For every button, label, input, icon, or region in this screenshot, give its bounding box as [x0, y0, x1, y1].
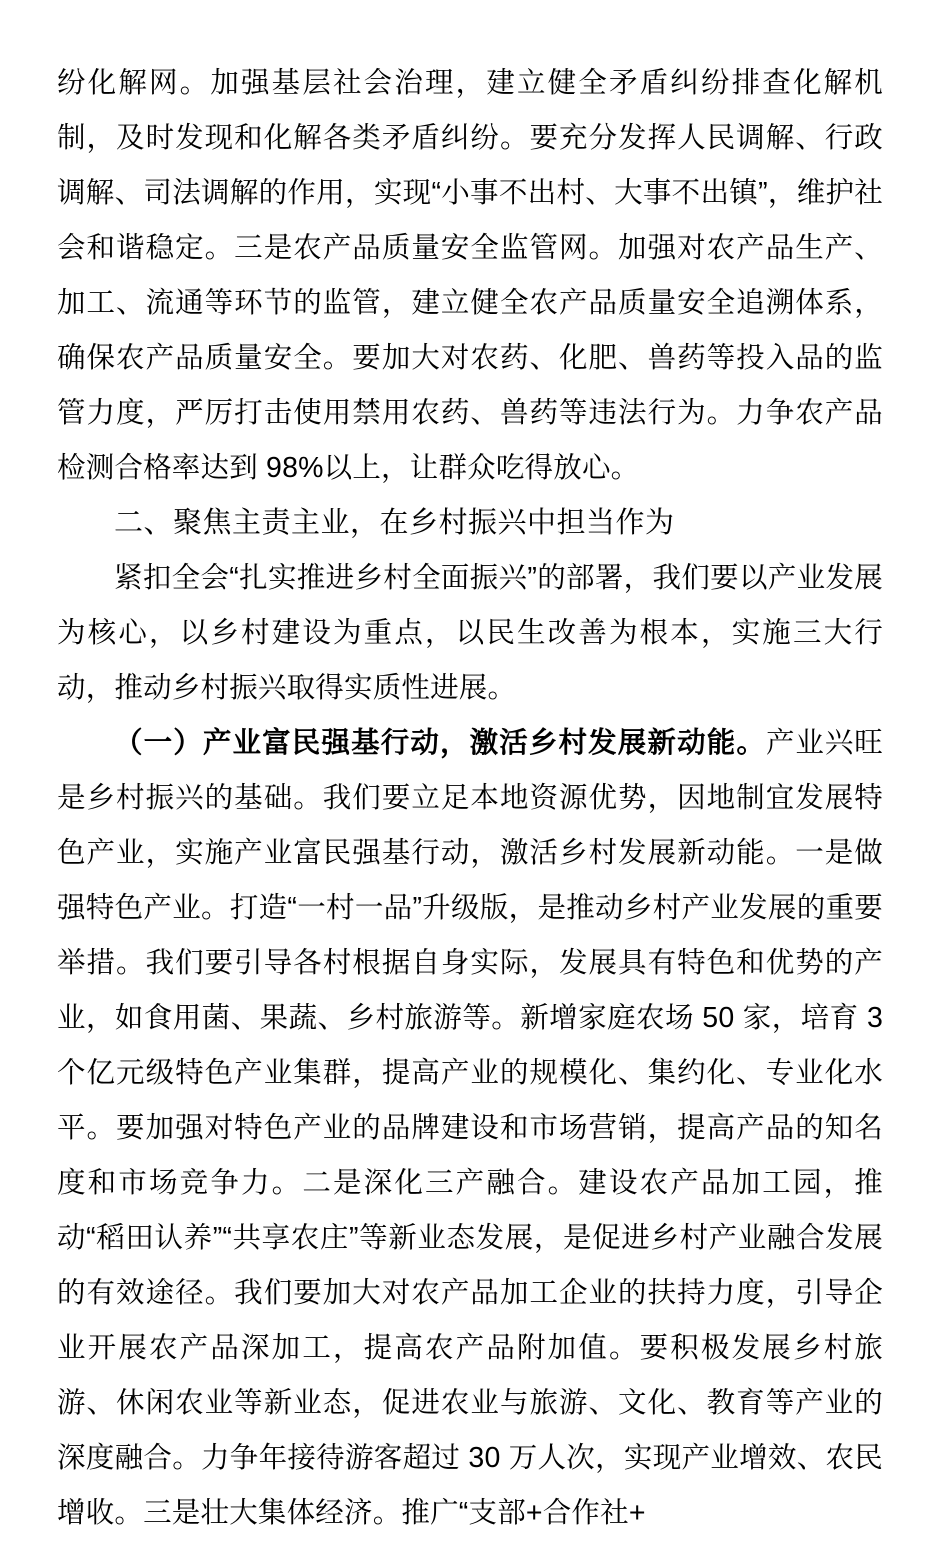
paragraph-subsection-one — [57, 716, 883, 1541]
subsection-one-body-text: 产业兴旺是乡村振兴的基础。我们要立足本地资源优势，因地制宜发展特色产业，实施产业富民强基行动，激活乡村发展新动能。一是做强特色产业。打造“一村一品”升级版，是推动乡村产业发展的重要举措。我们要引导各村根据自身实际，发展具有特色和优势的产业，如食用菌、果蔬、乡村旅游等。新增家庭农场 50 家，培育 3 个亿元级特色产业集群，提高产业的规模化、集约化、专业化水平。要加强对特色产业的品牌建设和市场营销，提高产品的知名度和市场竞争力。二是深化三产融合。建设农产品加工园，推动“稻田认养”“共享农庄”等新业态发展，是促进乡村产业融合发展的有效途径。我们要加大对农产品加工企业的扶持力度，引导企业开展农产品深加工，提高农产品附加值。要积极发展乡村旅游、休闲农业等新业态，促进农业与旅游、文化、教育等产业的深度融合。力争年接待游客超过 30 万人次，实现产业增效、农民增收。三是壮大集体经济。推广“支部+合作社+ — [57, 727, 883, 1529]
subsection-one-bold-lead: （一）产业富民强基行动，激活乡村发展新动能。 — [114, 727, 766, 759]
paragraph-section-two-intro: 紧扣全会“扎实推进乡村全面振兴”的部署，我们要以产业发展为核心，以乡村建设为重点，以民生改善为根本，实施三大行动，推动乡村振兴取得实质性进展。 — [57, 562, 883, 704]
paragraph-dispute-resolution-network: 纷化解网。加强基层社会治理，建立健全矛盾纠纷排查化解机制，及时发现和化解各类矛盾纠纷。要充分发挥人民调解、行政调解、司法调解的作用，实现“小事不出村、大事不出镇”，维护社会和谐稳定。三是农产品质量安全监管网。加强对农产品生产、加工、流通等环节的监管，建立健全农产品质量安全追溯体系，确保农产品质量安全。要加大对农药、化肥、兽药等投入品的监管力度，严厉打击使用禁用农药、兽药等违法行为。力争农产品检测合格率达到 98%以上，让群众吃得放心。 — [57, 67, 883, 484]
heading-section-two: 二、聚焦主责主业，在乡村振兴中担当作为 — [114, 507, 675, 539]
document-body — [57, 56, 883, 1541]
